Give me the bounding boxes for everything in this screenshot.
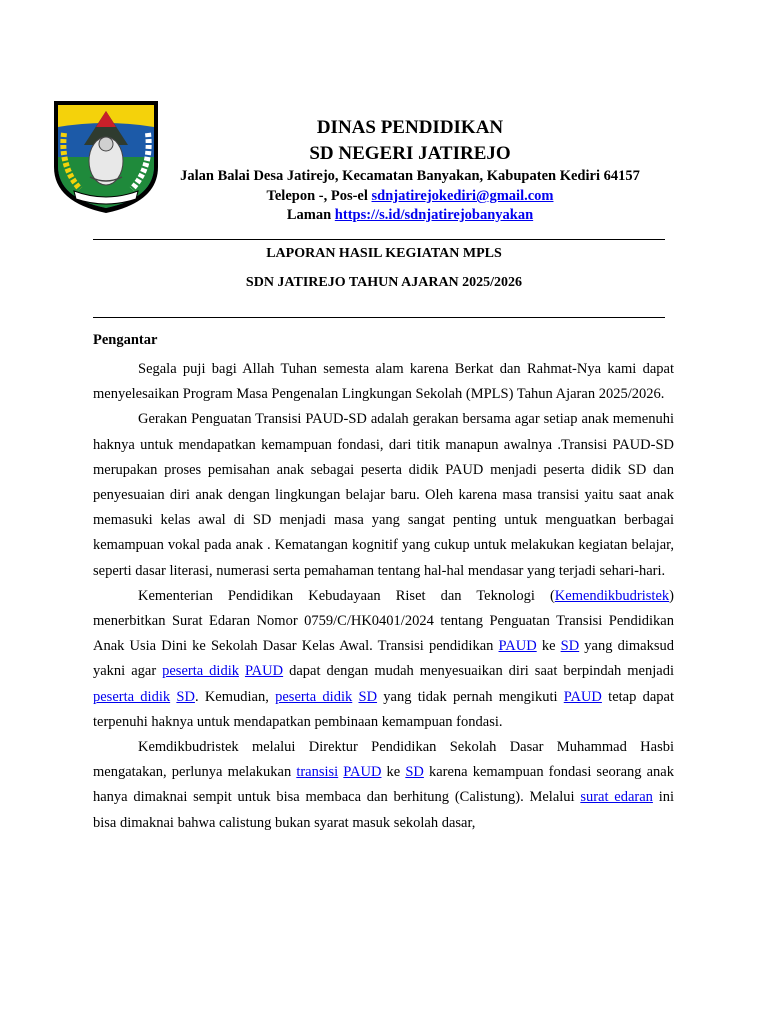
- section-heading: Pengantar: [93, 332, 158, 348]
- agency-name: DINAS PENDIDIKAN: [316, 117, 504, 138]
- link-peserta-didik[interactable]: peserta didik: [275, 688, 353, 705]
- phone-label: Telepon -, Pos-el: [266, 188, 372, 204]
- paragraph-1: Segala puji bagi Allah Tuhan semesta alam karena Berkat dan Rahmat-Nya kami dapat menyelesaikan Program Masa Pengenalan Lingkungan Sekolah (MPLS) Tahun Ajaran 2025/2026.: [93, 361, 674, 403]
- link-peserta-didik[interactable]: peserta didik: [93, 688, 171, 705]
- document-body: [93, 357, 674, 836]
- website-link[interactable]: https://s.id/sdnjatirejobanyakan: [334, 207, 534, 223]
- link-kemendikbudristek[interactable]: Kemendikbudristek: [554, 587, 670, 604]
- title-divider: [93, 317, 665, 318]
- link-paud[interactable]: PAUD: [244, 663, 284, 680]
- paragraph-4: Kemdikbudristek melalui Direktur Pendidikan Sekolah Dasar Muhammad Hasbi mengatakan, perlunya melakukan transisi PAUD ke SD karena kemampuan fondasi seorang anak hanya dimaknai sempit untuk bisa membaca dan berhitung (Calistung). Melalui surat edaran ini bisa dimaknai bahwa calistung bukan syarat masuk sekolah dasar,: [93, 739, 674, 831]
- link-sd[interactable]: SD: [405, 764, 424, 781]
- email-link[interactable]: sdnjatirejokediri@gmail.com: [371, 188, 554, 204]
- kediri-emblem-logo: [50, 97, 162, 215]
- header-divider: [93, 239, 665, 240]
- website-label: Laman: [286, 207, 335, 223]
- link-transisi[interactable]: transisi: [296, 764, 339, 781]
- school-name: SD NEGERI JATIREJO: [309, 143, 511, 164]
- link-sd[interactable]: SD: [560, 638, 580, 655]
- website-line: [160, 207, 660, 224]
- link-sd[interactable]: SD: [358, 688, 378, 705]
- report-title: LAPORAN HASIL KEGIATAN MPLS: [266, 246, 502, 261]
- report-subtitle: SDN JATIREJO TAHUN AJARAN 2025/2026: [245, 275, 523, 290]
- link-surat-edaran[interactable]: surat edaran: [580, 789, 653, 806]
- link-paud[interactable]: PAUD: [343, 764, 382, 781]
- link-paud[interactable]: PAUD: [498, 638, 537, 655]
- link-paud[interactable]: PAUD: [563, 688, 602, 705]
- school-address: Jalan Balai Desa Jatirejo, Kecamatan Banyakan, Kabupaten Kediri 64157: [180, 168, 640, 184]
- paragraph-2: Gerakan Penguatan Transisi PAUD-SD adalah gerakan bersama agar setiap anak memenuhi haknya untuk mendapatkan kemampuan fondasi, dari titik manapun awalnya .Transisi PAUD-SD merupakan proses pemisahan anak sebagai peserta didik PAUD menjadi peserta didik SD dan penyesuaian diri anak dengan lingkungan belajar baru. Oleh karena masa transisi yaitu saat anak memasuki kelas awal di SD menjadi masa yang sangat penting untuk menguatkan berbagai kemampuan vokal pada anak . Kematangan kognitif yang cukup untuk melakukan kegiatan belajar, seperti dasar literasi, numerasi serta pemahaman tentang hal-hal mendasar yang terjadi sehari-hari.: [93, 411, 674, 579]
- link-sd[interactable]: SD: [176, 688, 195, 705]
- link-peserta-didik[interactable]: peserta didik: [162, 663, 239, 680]
- paragraph-3: Kementerian Pendidikan Kebudayaan Riset dan Teknologi (Kemendikbudristek) menerbitkan Surat Edaran Nomor 0759/C/HK0401/2024 tentang Penguatan Transisi Pendidikan Anak Usia Dini ke Sekolah Dasar Kelas Awal. Transisi pendidikan PAUD ke SD yang dimaksud yakni agar peserta didik PAUD dapat dengan mudah menyesuaikan diri saat berpindah menjadi peserta didik SD. Kemudian, peserta didik SD yang tidak pernah mengikuti PAUD tetap dapat terpenuhi haknya untuk mendapatkan pembinaan kemampuan fondasi.: [93, 587, 674, 730]
- contact-line: [160, 188, 660, 205]
